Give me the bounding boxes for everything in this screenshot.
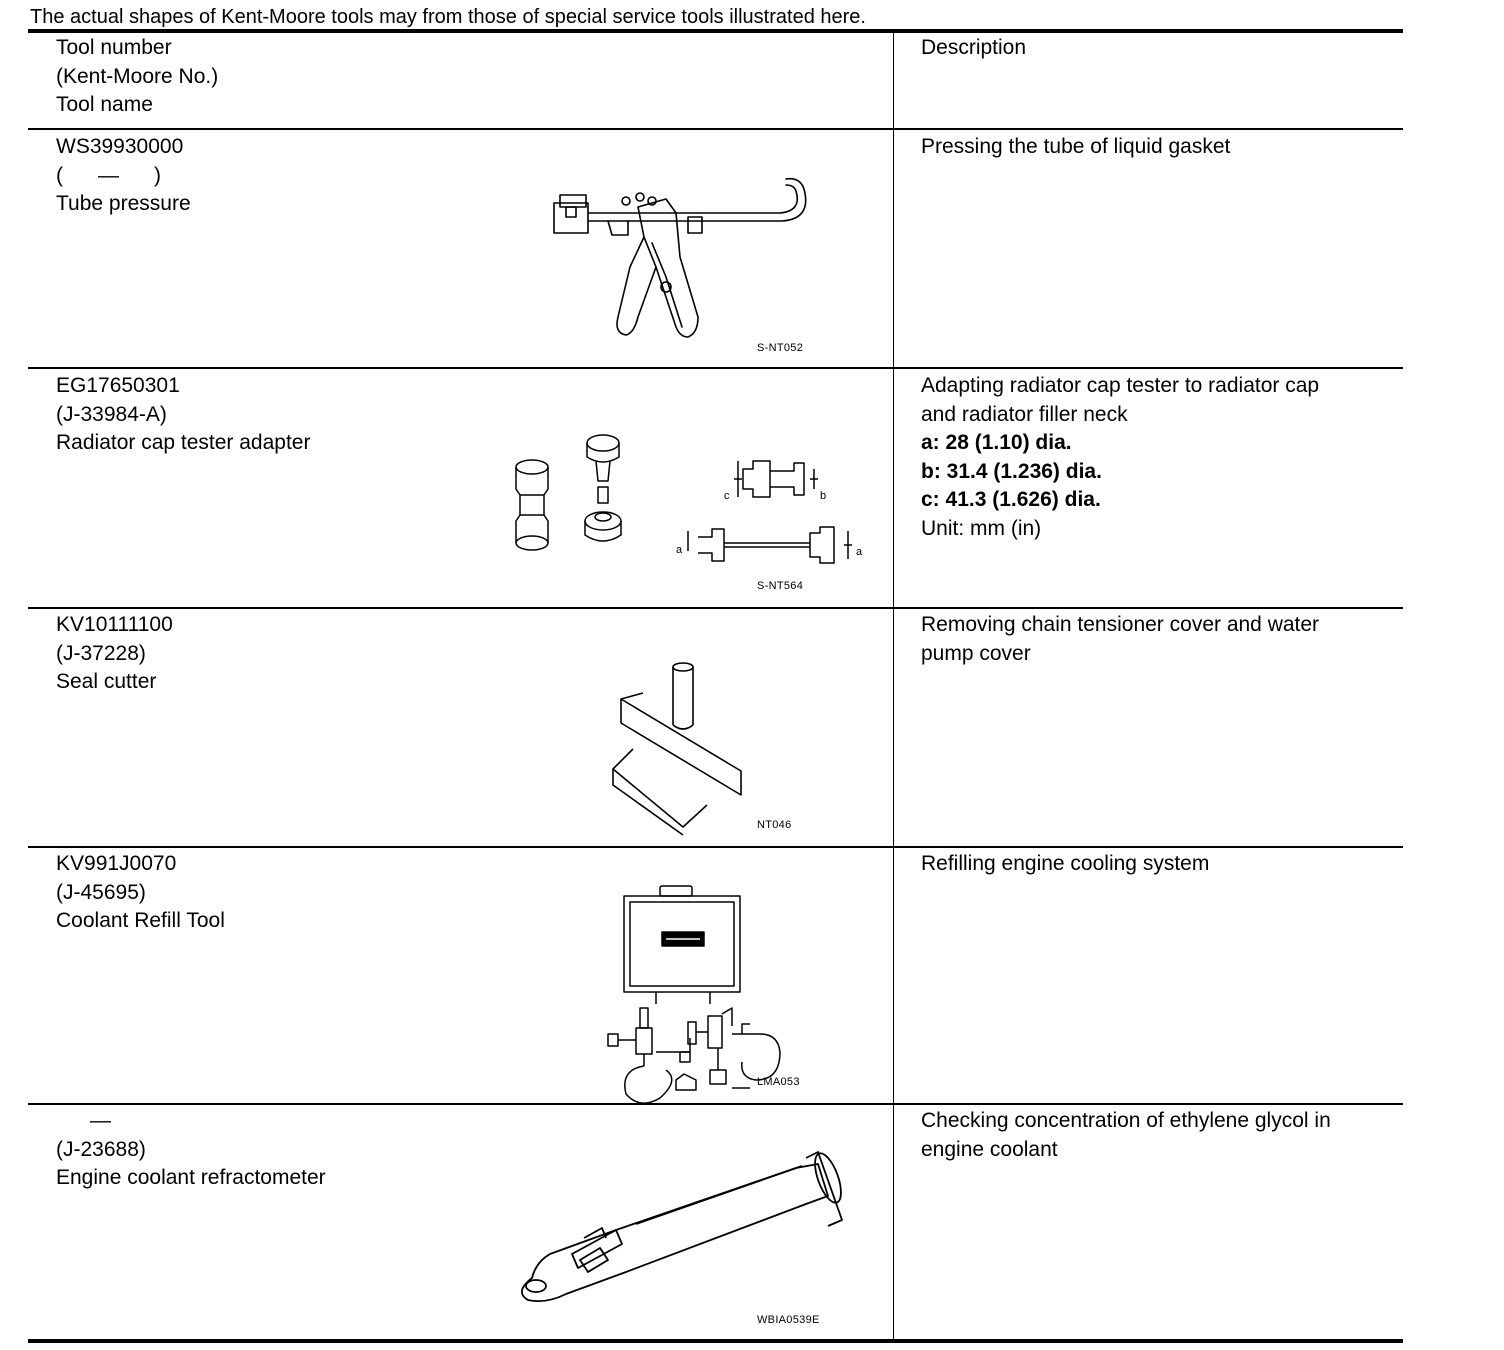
kent-moore-number: (J-23688) xyxy=(56,1137,146,1161)
tool-number: KV991J0070 xyxy=(56,852,177,875)
tool-row-info xyxy=(56,133,191,219)
dim-label-b: b xyxy=(820,490,827,502)
coolant-refractometer-illustration xyxy=(506,1134,851,1306)
tool-row-info xyxy=(56,611,173,697)
table-top-rule xyxy=(28,29,1403,33)
tool-name: Seal cutter xyxy=(56,670,157,693)
column-divider xyxy=(893,31,894,1341)
tool-name: Coolant Refill Tool xyxy=(56,909,225,932)
row-divider xyxy=(28,367,1403,369)
row-divider xyxy=(28,128,1403,130)
description-line: Refilling engine cooling system xyxy=(921,852,1210,875)
header-description: Description xyxy=(921,36,1027,59)
coolant-refill-tool-illustration xyxy=(600,884,800,1089)
figure-code: S-NT052 xyxy=(757,342,804,354)
tool-number: EG17650301 xyxy=(56,374,180,397)
figure-code: WBIA0539E xyxy=(757,1314,820,1326)
tool-row-info xyxy=(56,372,310,458)
description-line: Removing chain tensioner cover and water xyxy=(921,613,1320,636)
header-tool-number: Tool number xyxy=(56,36,172,59)
spec-line-a: a: 28 (1.10) dia. xyxy=(921,431,1072,454)
tool-description xyxy=(921,372,1319,543)
spec-line-c: c: 41.3 (1.626) dia. xyxy=(921,488,1101,511)
tube-pressure-illustration xyxy=(548,177,808,352)
tool-row-info xyxy=(56,850,225,936)
kent-moore-number: ( — ) xyxy=(56,163,161,187)
header-tool-name: Tool name xyxy=(56,93,153,116)
radiator-cap-adapter-illustration xyxy=(498,431,863,558)
figure-code: S-NT564 xyxy=(757,580,804,592)
description-line: Checking concentration of ethylene glycol in xyxy=(921,1109,1331,1132)
tool-name: Engine coolant refractometer xyxy=(56,1166,326,1189)
tool-name: Radiator cap tester adapter xyxy=(56,431,311,454)
tool-description xyxy=(921,1107,1331,1164)
figure-code: NT046 xyxy=(757,819,792,831)
figure-code: LMA053 xyxy=(757,1076,800,1088)
description-line: pump cover xyxy=(921,641,1031,665)
kent-moore-number: (J-45695) xyxy=(56,880,146,904)
tool-row-info xyxy=(56,1107,326,1193)
dim-label-a: a xyxy=(676,544,683,556)
tool-number: KV10111100 xyxy=(56,613,173,636)
kent-moore-number: (J-33984-A) xyxy=(56,402,167,426)
unit-line: Unit: mm (in) xyxy=(921,516,1042,540)
row-divider xyxy=(28,846,1403,848)
seal-cutter-illustration xyxy=(603,659,753,834)
header-tool-info xyxy=(56,34,218,120)
dim-label-c: c xyxy=(724,490,730,502)
tool-number: — xyxy=(90,1109,111,1132)
special-service-tools-table xyxy=(28,29,1403,1349)
description-line: and radiator filler neck xyxy=(921,402,1128,426)
dim-label-a: a xyxy=(856,546,863,558)
row-divider xyxy=(28,607,1403,609)
tool-description xyxy=(921,133,1230,162)
kent-moore-number: (J-37228) xyxy=(56,641,146,665)
tool-description xyxy=(921,611,1319,668)
tool-number: WS39930000 xyxy=(56,135,184,158)
tool-name: Tube pressure xyxy=(56,192,191,215)
description-line: engine coolant xyxy=(921,1137,1058,1161)
tool-description xyxy=(921,850,1209,879)
header-kent-moore: (Kent-Moore No.) xyxy=(56,64,219,88)
page-note: The actual shapes of Kent-Moore tools may from those of special service tools illustrated here. xyxy=(30,6,866,28)
description-line: Adapting radiator cap tester to radiator cap xyxy=(921,374,1320,397)
row-divider xyxy=(28,1103,1403,1105)
table-bottom-rule xyxy=(28,1339,1403,1343)
description-line: Pressing the tube of liquid gasket xyxy=(921,135,1231,158)
spec-line-b: b: 31.4 (1.236) dia. xyxy=(921,459,1102,483)
